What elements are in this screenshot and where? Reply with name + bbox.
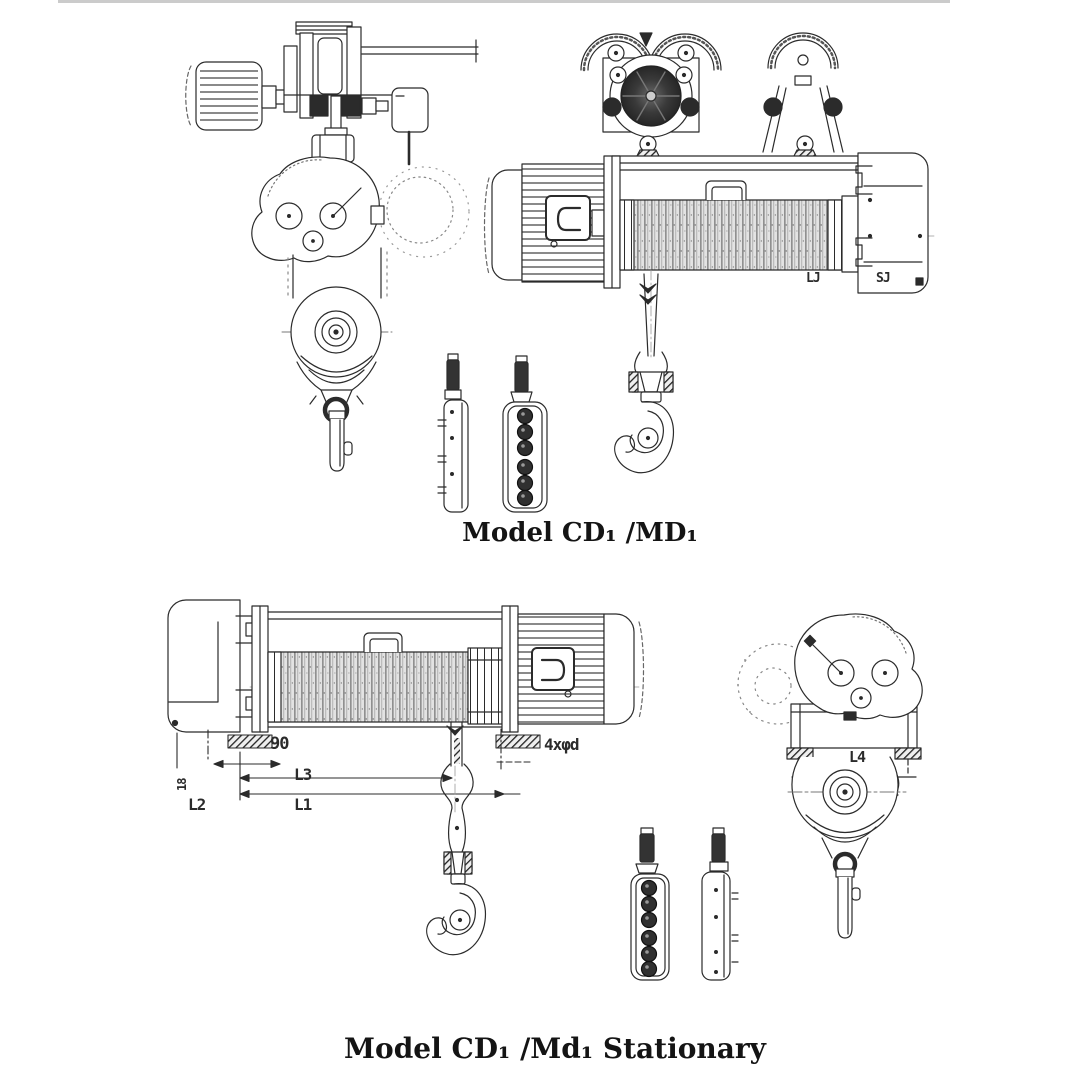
dim-label-sj: SJ (876, 271, 890, 286)
mounting-foot-left (228, 735, 272, 748)
base-foot-right (895, 748, 921, 759)
cable-drum (620, 200, 842, 270)
dimension-lines (177, 729, 540, 812)
pendant-control-front-bottom (631, 828, 669, 980)
trolley-motor (186, 62, 285, 130)
gearbox-cover (858, 153, 928, 293)
hoist-body-front (485, 153, 936, 293)
caption-model-cd1-md1-stationary: Model CD₁ /Md₁ Stationary (344, 1032, 766, 1065)
bottom-front-view-drawing (168, 600, 644, 732)
dim-label-l2: L2 (188, 795, 206, 814)
bottom-side-view-drawing (737, 614, 922, 938)
dim-label-l1: L1 (294, 795, 312, 814)
dim-label-18: 18 (175, 778, 189, 791)
cable-drum-stationary (268, 652, 468, 722)
mounting-foot-right (496, 735, 540, 748)
hook-block-side-bottom (788, 757, 906, 938)
load-hook-front-bottom (427, 722, 486, 955)
trolley-wheels-geared (581, 33, 721, 137)
gearbox-cover-stationary (168, 600, 240, 732)
trolley-wheel-yoke (763, 33, 843, 152)
trolley-frame (284, 22, 478, 162)
gearbox-side-body (252, 157, 469, 298)
dim-label-90: 90 (270, 734, 289, 754)
dim-label-bolt-holes: 4xφd (544, 735, 579, 754)
load-hook-front-top (615, 352, 674, 473)
dim-label-lj: LJ (806, 271, 820, 286)
caption-model-cd1-md1: Model CD₁ /MD₁ (462, 518, 698, 548)
hook-block-side (282, 287, 392, 471)
top-side-view-drawing (186, 22, 478, 471)
pendant-control-side-bottom (702, 828, 738, 980)
top-front-view-drawing (485, 33, 936, 473)
limit-switch-box (392, 88, 428, 164)
dim-label-l3: L3 (294, 765, 312, 784)
pendant-control-side-top (438, 354, 468, 512)
pendant-control-front-top (503, 356, 547, 512)
dim-label-l4: L4 (849, 748, 866, 766)
wire-rope-top (640, 270, 658, 360)
